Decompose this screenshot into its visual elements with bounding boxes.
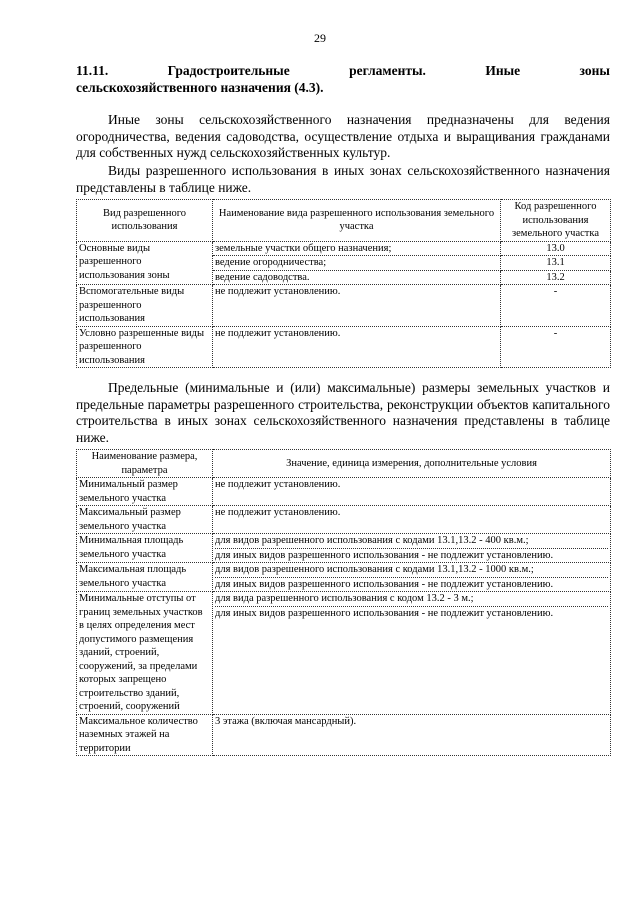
table-header-cell: Код разрешенного использования земельного участка	[501, 200, 611, 242]
param-value-line: для иных видов разрешенного использования - не подлежит установлению.	[215, 607, 554, 619]
use-name: ведение огородничества;	[213, 256, 501, 271]
use-name: не подлежит установлению.	[213, 326, 501, 368]
parameters-table	[76, 449, 611, 756]
use-code: -	[501, 285, 611, 327]
heading-line-2: сельскохозяйственного назначения (4.3).	[76, 80, 324, 95]
page-number: 29	[314, 31, 326, 45]
heading-word: Иные	[485, 63, 521, 78]
table-row	[77, 285, 611, 327]
param-label: Минимальная площадь земельного участка	[77, 534, 213, 563]
table-row	[77, 478, 611, 506]
param-value	[213, 592, 611, 715]
paragraph-2: Виды разрешенного использования в иных зонах сельскохозяйственного назначения представлены в таблице ниже.	[76, 163, 610, 195]
table-header-row	[77, 200, 611, 242]
use-name: земельные участки общего назначения;	[213, 241, 501, 256]
param-label: Минимальный размер земельного участка	[77, 478, 213, 506]
param-value-line: для видов разрешенного использования с кодами 13.1,13.2 - 400 кв.м.;	[215, 534, 608, 549]
param-value	[213, 563, 611, 592]
table-header-cell: Наименование вида разрешенного использования земельного участка	[213, 200, 501, 242]
table-header-cell: Вид разрешенного использования	[77, 200, 213, 242]
use-code: 13.1	[501, 256, 611, 271]
param-label: Максимальное количество наземных этажей на территории	[77, 714, 213, 756]
table-row	[77, 714, 611, 756]
paragraph-3: Предельные (минимальные и (или) максимальные) размеры земельных участков и предельные параметры разрешенного строительства, реконструкции объектов капитального строительства в иных зонах сельскохозяйственного назначения представлены в таблице ниже.	[76, 380, 610, 445]
param-value: не подлежит установлению.	[213, 478, 611, 506]
param-value-line: для видов разрешенного использования с кодами 13.1,13.2 - 1000 кв.м.;	[215, 563, 608, 578]
param-label: Максимальный размер земельного участка	[77, 506, 213, 534]
use-code: 13.2	[501, 270, 611, 285]
table-row	[77, 326, 611, 368]
table-header-cell: Наименование размера, параметра	[77, 450, 213, 478]
use-code: 13.0	[501, 241, 611, 256]
table-row	[77, 563, 611, 592]
table-row	[77, 241, 611, 256]
heading-word: 11.11.	[76, 63, 109, 78]
use-name: не подлежит установлению.	[213, 285, 501, 327]
use-code: -	[501, 326, 611, 368]
use-name: ведение садоводства.	[213, 270, 501, 285]
param-value-line: для иных видов разрешенного использования - не подлежит установлению.	[215, 578, 554, 590]
paragraph-1: Иные зоны сельскохозяйственного назначения предназначены для ведения огородничества, ведения садоводства, осуществление отдыха и выращивания гражданами для собственных нужд сельскохозяйственных культур.	[76, 112, 610, 160]
param-label: Минимальные отступы от границ земельных участков в целях определения мест допустимого размещения зданий, строений, сооружений, за пределами которых запрещено строительство зданий, строений, сооружений	[77, 592, 213, 715]
param-value-line: для иных видов разрешенного использования - не подлежит установлению.	[215, 549, 554, 561]
section-heading	[76, 62, 610, 96]
param-value-line: для вида разрешенного использования с кодом 13.2 - 3 м.;	[215, 592, 608, 607]
heading-word: зоны	[579, 63, 610, 78]
param-value: 3 этажа (включая мансардный).	[213, 714, 611, 756]
table-row	[77, 534, 611, 563]
row-label: Вспомогательные виды разрешенного использования	[77, 285, 213, 327]
param-value	[213, 534, 611, 563]
table-header-cell: Значение, единица измерения, дополнительные условия	[213, 450, 611, 478]
table-row	[77, 592, 611, 715]
table-row	[77, 506, 611, 534]
permitted-use-table	[76, 199, 611, 368]
row-label: Основные виды разрешенного использования зоны	[77, 241, 213, 285]
heading-word: регламенты.	[349, 63, 426, 78]
row-label: Условно разрешенные виды разрешенного использования	[77, 326, 213, 368]
param-value: не подлежит установлению.	[213, 506, 611, 534]
heading-word: Градостроительные	[167, 63, 290, 78]
param-label: Максимальная площадь земельного участка	[77, 563, 213, 592]
table-header-row	[77, 450, 611, 478]
